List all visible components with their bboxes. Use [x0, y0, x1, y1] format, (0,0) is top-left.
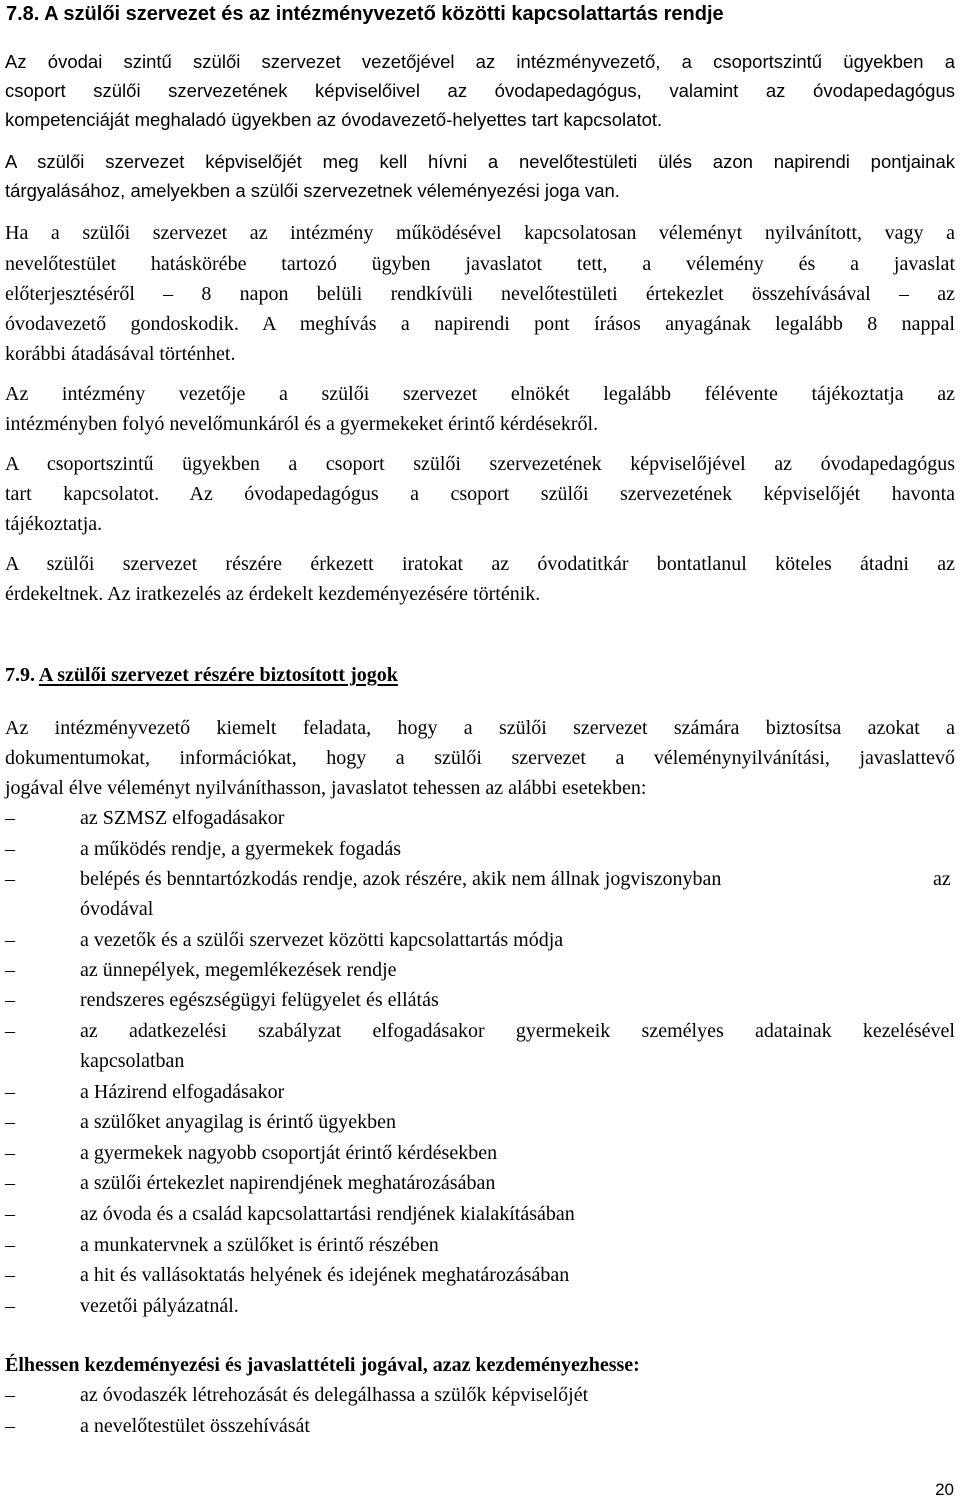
list-item: a szülői értekezlet napirendjének meghatározásában [80, 1172, 496, 1194]
list-bullet: – [5, 1081, 15, 1103]
paragraph-2-line: A szülői szervezet képviselőjét meg kell hívni a nevelőtestületi ülés azon napirendi pontjainak [5, 151, 955, 172]
list-item: a hit és vallásoktatás helyének és idejének meghatározásában [80, 1264, 570, 1286]
list-item: a Házirend elfogadásakor [80, 1081, 285, 1103]
list-item-suffix: az [933, 868, 951, 890]
paragraph-4-line: Az intézmény vezetője a szülői szervezet elnökét legalább félévente tájékoztatja az [5, 383, 955, 405]
paragraph-3-line: Ha a szülői szervezet az intézmény működésével kapcsolatosan véleményt nyilvánított, vagy a [5, 222, 955, 244]
section-title: A szülői szervezet részére biztosított jogok [38, 664, 398, 686]
list-item: a nevelőtestület összehívását [80, 1415, 310, 1437]
paragraph-6-line: érdekeltnek. Az iratkezelés az érdekelt kezdeményezésére történik. [5, 583, 541, 605]
paragraph-3-line: korábbi átadásával történhet. [5, 343, 236, 365]
list-item: a működés rendje, a gyermekek fogadás [80, 838, 401, 860]
list-item: az óvoda és a család kapcsolattartási rendjének kialakításában [80, 1203, 575, 1225]
paragraph-2-line: tárgyalásához, amelyekben a szülői szervezetnek véleményezési joga van. [5, 180, 620, 201]
list-item: rendszeres egészségügyi felügyelet és ellátás [80, 989, 439, 1011]
list-bullet: – [5, 838, 15, 860]
list-item: a munkatervnek a szülőket is érintő részében [80, 1234, 439, 1256]
paragraph-5-line: tart kapcsolatot. Az óvodapedagógus a csoport szülői szervezetének képviselőjét havonta [5, 483, 955, 505]
paragraph-3-line: előterjesztéséről – 8 napon belüli rendkívüli nevelőtestületi értekezlet összehívásával – az [5, 283, 955, 305]
paragraph-3-line: nevelőtestület hatáskörébe tartozó ügyben javaslatot tett, a vélemény és a javaslat [5, 253, 955, 275]
list-bullet: – [5, 959, 15, 981]
intro-line: dokumentumokat, információkat, hogy a szülői szervezet a véleménynyilvánítási, javaslattevő [5, 747, 955, 769]
list-item-continuation: óvodával [80, 898, 154, 920]
list-bullet: – [5, 989, 15, 1011]
list-item: a vezetők és a szülői szervezet közötti kapcsolattartás módja [80, 929, 564, 951]
section-heading-7-8: 7.8. A szülői szervezet és az intézményvezető közötti kapcsolattartás rendje [6, 3, 724, 25]
paragraph-1-line: kompetenciáját meghaladó ügyekben az óvodavezető-helyettes tart kapcsolatot. [5, 109, 663, 130]
list-item: az adatkezelési szabályzat elfogadásakor gyermekeik személyes adatainak kezelésével [80, 1020, 955, 1042]
paragraph-4-line: intézményben folyó nevelőmunkáról és a gyermekeket érintő kérdésekről. [5, 413, 599, 435]
paragraph-5-line: A csoportszintű ügyekben a csoport szülői szervezetének képviselőjével az óvodapedagógus [5, 453, 955, 475]
paragraph-1-line: Az óvodai szintű szülői szervezet vezetőjével az intézményvezető, a csoportszintű ügyekben a [5, 51, 955, 72]
list-item: vezetői pályázatnál. [80, 1295, 239, 1317]
list-item-continuation: kapcsolatban [80, 1050, 185, 1072]
intro-line: Az intézményvezető kiemelt feladata, hogy a szülői szervezet számára biztosítsa azokat a [5, 717, 955, 739]
list-bullet: – [5, 1142, 15, 1164]
list-bullet: – [5, 1415, 15, 1437]
list-bullet: – [5, 1264, 15, 1286]
paragraph-5-line: tájékoztatja. [5, 513, 103, 535]
paragraph-1-line: csoport szülői szervezetének képviselőivel az óvodapedagógus, valamint az óvodapedagógus [5, 80, 955, 101]
rights-subheading: Élhessen kezdeményezési és javaslattételi jogával, azaz kezdeményezhesse: [5, 1354, 640, 1376]
list-bullet: – [5, 1234, 15, 1256]
list-item: az óvodaszék létrehozását és delegálhassa a szülők képviselőjét [80, 1384, 589, 1406]
list-bullet: – [5, 1020, 15, 1042]
section-heading-7-9 [5, 664, 955, 687]
list-bullet: – [5, 868, 15, 890]
paragraph-6-line: A szülői szervezet részére érkezett iratokat az óvodatitkár bontatlanul köteles átadni az [5, 553, 955, 575]
list-item: az ünnepélyek, megemlékezések rendje [80, 959, 397, 981]
list-bullet: – [5, 1203, 15, 1225]
list-item: a gyermekek nagyobb csoportját érintő kérdésekben [80, 1142, 498, 1164]
list-bullet: – [5, 1172, 15, 1194]
list-bullet: – [5, 807, 15, 829]
list-bullet: – [5, 1295, 15, 1317]
list-item: belépés és benntartózkodás rendje, azok részére, akik nem állnak jogviszonyban [80, 868, 722, 890]
paragraph-3-line: óvodavezető gondoskodik. A meghívás a napirendi pont írásos anyagának legalább 8 nappal [5, 313, 955, 335]
list-bullet: – [5, 929, 15, 951]
list-item: az SZMSZ elfogadásakor [80, 807, 285, 829]
list-bullet: – [5, 1111, 15, 1133]
intro-line: jogával élve véleményt nyilváníthasson, javaslatot tehessen az alábbi esetekben: [5, 777, 647, 799]
section-number: 7.9. [5, 664, 35, 686]
list-item: a szülőket anyagilag is érintő ügyekben [80, 1111, 397, 1133]
page-number: 20 [935, 1480, 954, 1499]
list-bullet: – [5, 1384, 15, 1406]
